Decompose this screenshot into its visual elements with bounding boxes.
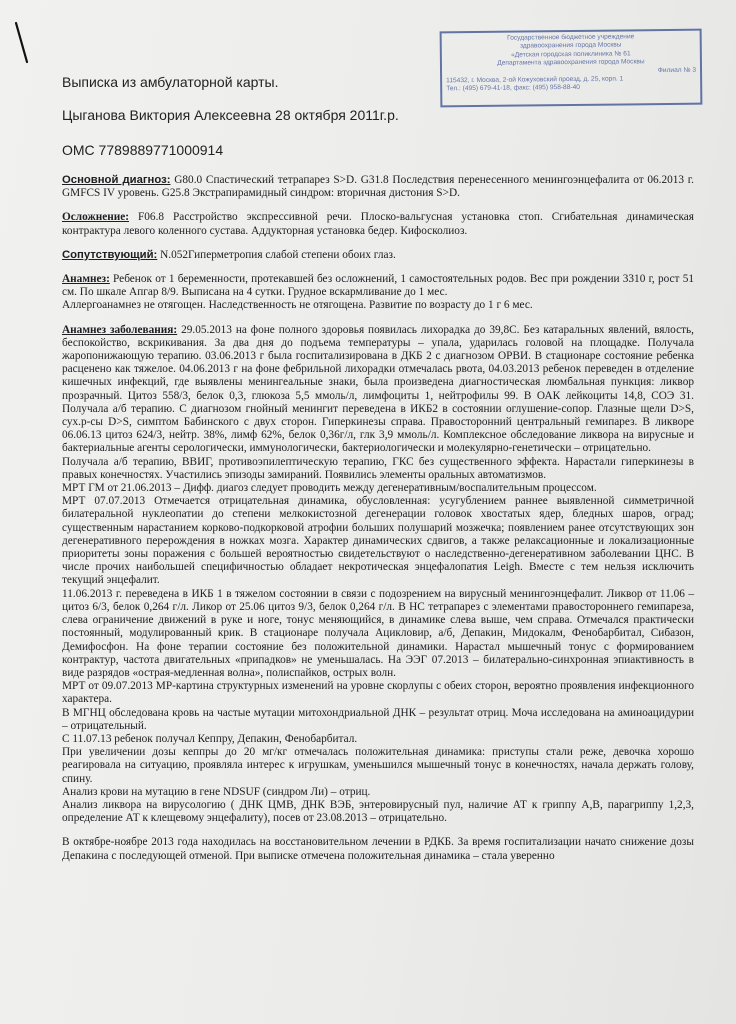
complication bbox=[62, 211, 694, 237]
history-paragraph: При увеличении дозы кеппры до 20 мг/кг отмечалась положительная динамика: приступы стали реже, девочка хорошо реагировала на ситуацию, проявляла интерес к игрушкам, уменьшился мышечный тонус в конечностях, начала держать голову, спину. bbox=[62, 746, 694, 785]
concomitant-label: Сопутствующий: bbox=[62, 248, 158, 261]
pen-mark bbox=[12, 20, 34, 66]
history-paragraph: В МГНЦ обследована кровь на частые мутации митохондриальной ДНК – результат отриц. Моча исследована на аминоацидурии – отрицательный. bbox=[62, 706, 694, 732]
complication-text: F06.8 Расстройство экспрессивной речи. Плоско-вальгусная установка стоп. Сгибательная динамическая контрактура левого коленного сустава. Аддукторная установка бедер. Кифосколиоз. bbox=[62, 211, 694, 237]
history-paragraph: В октябре-ноябре 2013 года находилась на восстановительном лечении в РДКБ. За время госпитализации начато снижение дозы Депакина с последующей отменой. При выписке отмечена положительная динамика – стала уверенно bbox=[62, 836, 694, 862]
complication-label: Осложнение: bbox=[62, 211, 130, 224]
main-diagnosis bbox=[62, 174, 694, 200]
history-paragraph: Получала а/б терапию, ВВИГ, противоэпилептическую терапию, ГКС без существенного эффекта. Нарастали гиперкинезы в правых конечностях. Участились эпизоды замираний. Появились элементы оральных автоматизмов. bbox=[62, 455, 694, 481]
main-diagnosis-text: G80.0 Спастический тетрапарез S>D. G31.8 Последствия перенесенного менингоэнцефалита от 06.2013 г. GMFCS IV уровень. G25.8 Экстрапирамидный синдром: вторичная дистония S>D. bbox=[62, 174, 694, 200]
concomitant bbox=[62, 249, 694, 262]
stamp-phone: Тел.: (495) 679-41-18, факс: (495) 958-88-40 bbox=[446, 84, 580, 93]
document-title: Выписка из амбулаторной карты. bbox=[62, 74, 279, 90]
history-paragraph: Анализ ликвора на вирусологию ( ДНК ЦМВ, ДНК ВЭБ, энтеровирусный пул, наличие АТ к гриппу А,В, парагриппу 1,2,3, определение АТ к клещевому энцефалиту), посев от 23.08.2013 – отрицательно. bbox=[62, 798, 694, 825]
history-paragraph: С 11.07.13 ребенок получал Кеппру, Депакин, Фенобарбитал. bbox=[62, 732, 358, 745]
stamp-address: 115432, г. Москва, 2-ой Кожуховский проезд, д. 25, корп. 1 bbox=[446, 75, 624, 85]
stamp-line: Государственное бюджетное учреждение bbox=[507, 33, 635, 42]
oms-number: ОМС 7789889771000914 bbox=[62, 142, 224, 158]
anamnesis bbox=[62, 273, 694, 299]
disease-history bbox=[62, 324, 694, 456]
stamp-line: здравоохранения города Москвы bbox=[519, 41, 622, 50]
history-paragraph: 11.06.2013 г. переведена в ИКБ 1 в тяжелом состоянии в связи с подозрением на вирусный менингоэнцефалит. Ликвор от 11.06 – цитоз 6/3, белок 0,264 г/л. Ликор от 25.06 цитоз 9/3, белок 0,264 г/л. В НС тетрапарез с элементами правостороннего гемипареза, слева ограничение движений в руке и ноге, тонус меняющийся, в динамике слева выше, чем справа. Отмечался практически постоянный, модулированный крик. В стационаре получала Ацикловир, а/б, Депакин, Мидокалм, Фенобарбитал, Сибазон, Демифосфон. На фоне терапии состояние без положительной динамики. Нарастал мышечный тонус с формированием контрактур, частота двигательных «припадков» не уменьшалась. На ЭЭГ 07.2013 – билатерально-синхронная эпиактивность в виде разрядов «острая-медленная волна», полиспайков, острых волн. bbox=[62, 587, 694, 679]
main-diagnosis-label: Основной диагноз: bbox=[62, 174, 171, 186]
anamnesis-extra: Аллергоанамнез не отягощен. Наследственность не отягощена. Развитие по возрасту до 1 г 6 мес. bbox=[62, 299, 533, 312]
clinic-stamp bbox=[440, 29, 703, 108]
anamnesis-label: Анамнез: bbox=[62, 273, 110, 286]
document-body bbox=[62, 174, 694, 863]
stamp-line: «Детская городская поликлиника № 61 bbox=[511, 50, 631, 59]
stamp-line: Департамента здравоохранения города Москвы bbox=[497, 58, 645, 67]
patient-name: Цыганова Виктория Алексеевна 28 октября 2011г.р. bbox=[62, 107, 399, 123]
history-paragraph: МРТ 07.07.2013 Отмечается отрицательная динамика, обусловленная: усугублением раннее выявленной симметричной билатеральной нуклеопатии до степени мелкокистозной дегенерации головок хвостатых ядер, бледных шаров, оград; существенным нарастанием корково-подкорковой атрофии больших полушарий мозжечка; появлением ранее отсутствующих зон дегенеративного перерождения в ножках мозга. Характер динамических сдвигов, а также релаксационные и локализационные приоритеты зоны поражения с большей вероятностью свидетельствуют о наследственно-дегенеративном заболевании ЦНС. В числе прочих наибольшей специфичностью обладает некротическая энцефалопатия Leigh. Вместе с тем нельзя исключить текущий энцефалит. bbox=[62, 495, 694, 587]
stamp-line: Филиал № 3 bbox=[657, 66, 697, 74]
history-paragraph: Анализ крови на мутацию в гене NDSUF (синдром Ли) – отриц. bbox=[62, 785, 371, 798]
history-paragraph: МРТ от 09.07.2013 МР-картина структурных изменений на уровне скорлупы с обеих сторон, вероятно проявления инфекционного характера. bbox=[62, 680, 694, 706]
history-paragraph: МРТ ГМ от 21.06.2013 – Дифф. диагоз следует проводить между дегенеративным/воспалительным процессом. bbox=[62, 482, 597, 495]
disease-history-label: Анамнез заболевания: bbox=[62, 323, 178, 336]
disease-history-text: 29.05.2013 на фоне полного здоровья появилась лихорадка до 39,8С. Без катаральных явлений, вялость, беспокойство, вскрикивания. За два дня до подъема температуры – упала, ударилась головой на площадке. Получала жаропонижающую терапию. 03.06.2013 г была госпитализирована в ДКБ 2 с диагнозом ОРВИ. В стационаре состояние ребенка расценено как тяжелое. 04.06.2013 г на фоне фебрильной лихорадки отмечалась рвота, 04.03.2013 ребенок переведен в отделение кишечных инфекций, где выявлены менингеальные знаки, была произведена диагностическая люмбальная пункция: ликвор прозрачный. Цитоз 558/3, белок 0,3, глюкоза 5,5 ммоль/л, лимфоциты 1, нейтрофилы 99. В ОАК лейкоциты 14,8, СОЭ 31. Получала а/б терапию. С диагнозом гнойный менингит переведена в ИКБ2 в состоянии оглушение-сопор. Глазные щели D>S, сух.р-сы D>S, симптом Бабинского с двух сторон. Гиперкинезы справа. Правосторонний центральный гемипарез. В ликворе 06.06.13 цитоз 624/3, нейтр. 38%, лимф 62%, белок 0,36г/л, глк 3,9 ммоль/л. Комплексное обследование ликвора на вирусные и бактериальные агенты серологически, иммунологически, бактериологически и молекулярно-генетически – отрицательно. bbox=[62, 323, 695, 455]
anamnesis-text: Ребенок от 1 беременности, протекавшей без осложнений, 1 самостоятельных родов. Вес при рождении 3310 г, рост 51 см. По шкале Апгар 8/9. Выписана на 4 сутки. Грудное вскармливание до 1 мес. bbox=[62, 273, 694, 299]
concomitant-text: N.052Гиперметропия слабой степени обоих глаз. bbox=[157, 248, 396, 261]
